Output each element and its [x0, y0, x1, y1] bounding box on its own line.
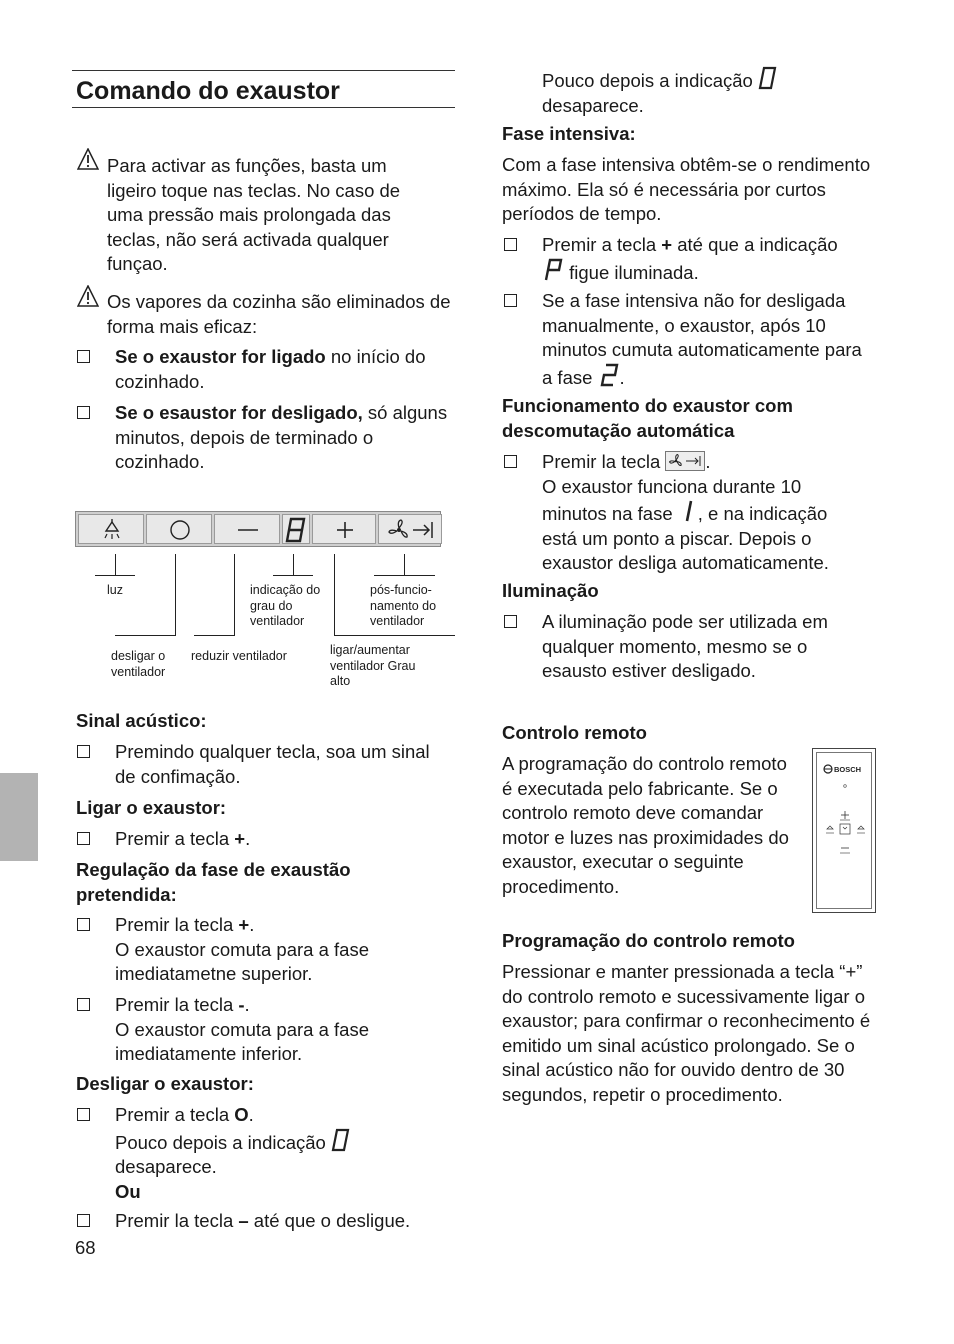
control-panel-diagram: [75, 511, 441, 547]
seven-segment-1-icon: [678, 499, 698, 523]
leader-line: [175, 554, 176, 635]
remote-control-drawing: [817, 753, 873, 910]
leader-line: [234, 554, 235, 635]
checkbox-bullet: [77, 832, 90, 845]
seven-segment-2-icon: [598, 363, 620, 387]
checkbox-bullet: [504, 294, 517, 307]
checkbox-bullet: [77, 406, 90, 419]
warning-icon: [77, 148, 99, 170]
list-item: Se o esaustor for desligado, só alguns minutos, depois de terminado o cozinhado.: [115, 402, 448, 472]
checkbox-bullet: [504, 238, 517, 251]
checkbox-bullet: [77, 918, 90, 931]
seven-segment-0-icon: [758, 66, 778, 90]
remote-brand: BOSCH: [834, 765, 862, 774]
diagram-label-luz: luz: [107, 583, 123, 597]
circle-icon: [147, 515, 213, 545]
leader-line: [273, 575, 313, 576]
diagram-label-desligar: desligar o ventilador: [111, 649, 166, 679]
checkbox-bullet: [504, 455, 517, 468]
lamp-icon: [79, 515, 145, 545]
remote-control-image: [812, 748, 876, 913]
diagram-label-ligar: ligar/aumentar ventilador Grau alto: [330, 643, 416, 688]
heading-fase-intensiva: Fase intensiva:: [502, 123, 636, 144]
checkbox-bullet: [77, 1214, 90, 1227]
checkbox-bullet: [77, 1108, 90, 1121]
checkbox-bullet: [77, 998, 90, 1011]
plus-icon: [313, 515, 377, 545]
off-key: [146, 514, 212, 544]
fan-timer-icon: [379, 515, 443, 545]
paragraph-controlo-remoto: A programação do controlo remoto é executada pelo fabricante. Se o controlo remoto deve comandar motor e luzes nas proximidades do exaustor, executar o seguinte procedimento.: [502, 753, 789, 897]
leader-line: [334, 554, 335, 635]
heading-sinal: Sinal acústico:: [76, 710, 207, 731]
list-item: A iluminação pode ser utilizada em qualquer momento, mesmo se o esausto estiver desligado.: [542, 611, 828, 681]
list-item: Premir la tecla +. O exaustor comuta para a fase imediatametne superior.: [115, 914, 369, 984]
diagram-label-reduzir: reduzir ventilador: [191, 649, 287, 663]
title-top-rule: [72, 70, 455, 71]
heading-iluminacao: Iluminação: [502, 580, 599, 601]
heading-ligar: Ligar o exaustor:: [76, 797, 227, 818]
diagram-label-indicacao: indicação do grau do ventilador: [250, 583, 321, 628]
diagram-label-pos-funcionamento: pós-funcio-namento do ventilador: [370, 583, 437, 628]
leader-line: [95, 575, 135, 576]
warning-icon: [77, 285, 99, 307]
heading-programacao: Programação do controlo remoto: [502, 930, 795, 951]
heading-controlo-remoto: Controlo remoto: [502, 722, 647, 743]
run-on-key: [378, 514, 442, 544]
leader-line: [194, 635, 235, 636]
list-item: Premir la tecla . O exaustor funciona durante 10 minutos na fase , e na indicação está um ponto a piscar. Depois o exaustor desliga automaticamente.: [542, 451, 829, 573]
seven-segment-0-icon: [331, 1128, 351, 1152]
leader-line: [115, 554, 116, 575]
leader-line: [293, 554, 294, 575]
warning-text-2: Os vapores da cozinha são eliminados de forma mais eficaz:: [107, 291, 451, 337]
list-item: Se a fase intensiva não for desligada manualmente, o exaustor, após 10 minutos cumuta automaticamente para a fase .: [542, 290, 862, 388]
paragraph-fase-intensiva: Com a fase intensiva obtêm-se o rendimento máximo. Ela só é necessária por curtos períodos de tempo.: [502, 154, 871, 224]
light-key: [78, 514, 144, 544]
leader-line: [404, 554, 405, 575]
list-item: Premir a tecla O. Pouco depois a indicação desaparece. Ou: [115, 1103, 435, 1204]
list-item: Premir a tecla + até que a indicação figue iluminada.: [542, 234, 838, 283]
heading-desligar: Desligar o exaustor:: [76, 1073, 254, 1094]
fan-timer-key-icon: [665, 451, 705, 471]
seven-segment-p-icon: [542, 258, 564, 282]
seven-segment-8-icon: [283, 515, 311, 545]
paragraph-programacao: Pressionar e manter pressionada a tecla “+” do controlo remoto e sucessivamente ligar o exaustor; para confirmar o reconhecimento é emitido um sinal acústico prolongado. Se o sinal acústico não for ouvido dentro de 30 segundos, repetir o procedimento.: [502, 961, 871, 1105]
leader-line: [374, 575, 435, 576]
list-item: Premir la tecla – até que o desligue.: [115, 1210, 411, 1231]
page-number: 68: [75, 1237, 96, 1258]
list-item: Premir la tecla -. O exaustor comuta para a fase imediatamente inferior.: [115, 994, 369, 1064]
warning-text-1: Para activar as funções, basta um ligeiro toque nas teclas. No caso de uma pressão mais prolongada das teclas, não será activada qualquer funçao.: [107, 155, 401, 274]
heading-funcionamento: Funcionamento do exaustor com descomutação automática: [502, 395, 793, 441]
list-item: Se o exaustor for ligado no início do cozinhado.: [115, 346, 426, 392]
continued-text: Pouco depois a indicação desaparece.: [542, 66, 862, 118]
fan-level-display: [282, 514, 310, 544]
minus-icon: [215, 515, 281, 545]
minus-key: [214, 514, 280, 544]
heading-regulacao: Regulação da fase de exaustão pretendida:: [76, 859, 351, 905]
list-item: Premindo qualquer tecla, soa um sinal de confimação.: [115, 741, 430, 787]
chapter-tab: [0, 773, 38, 861]
checkbox-bullet: [504, 615, 517, 628]
plus-key: [312, 514, 376, 544]
list-item: Premir a tecla +.: [115, 828, 251, 849]
checkbox-bullet: [77, 350, 90, 363]
leader-line: [115, 635, 176, 636]
title-bottom-rule: [72, 107, 455, 108]
leader-line: [334, 635, 455, 636]
section-title: Comando do exaustor: [76, 77, 340, 105]
checkbox-bullet: [77, 745, 90, 758]
